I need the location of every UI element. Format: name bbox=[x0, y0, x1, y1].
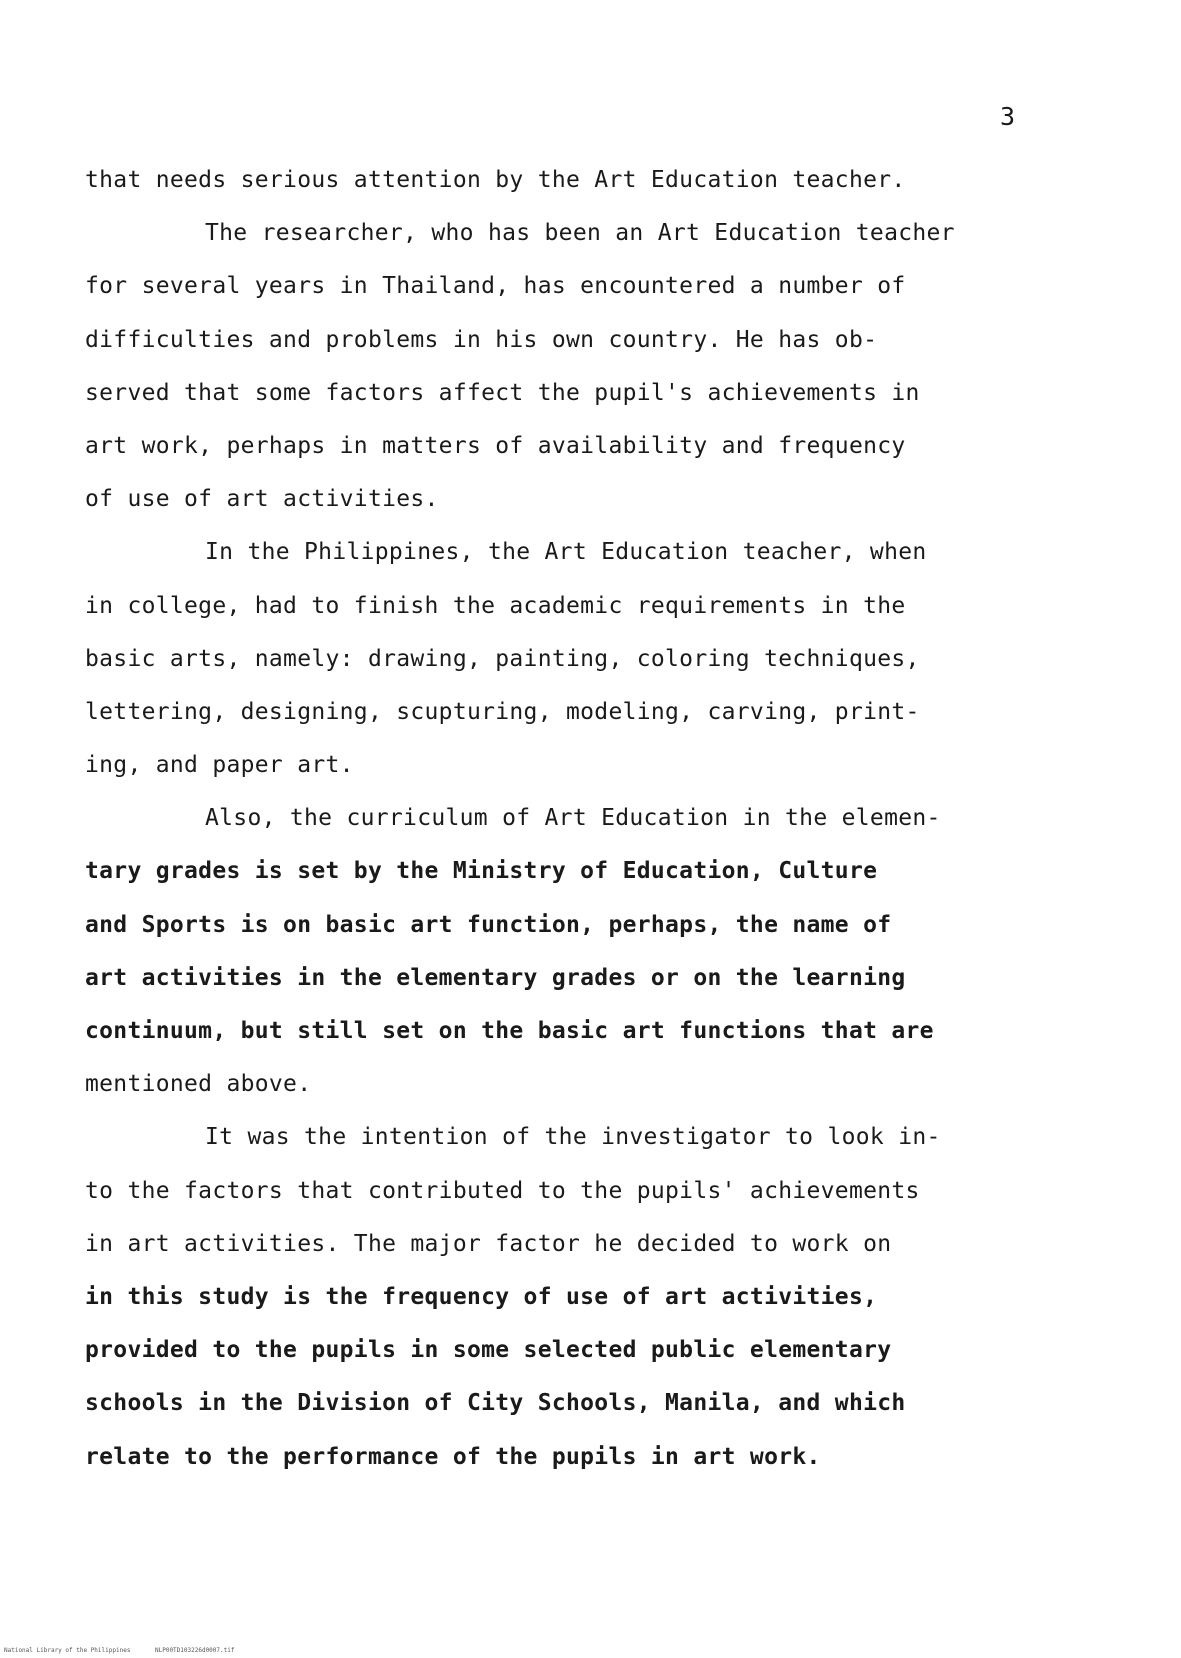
footer-library: National Library of the Philippines bbox=[4, 1647, 131, 1654]
text-line: mentioned above. bbox=[85, 1071, 312, 1098]
page-number: 3 bbox=[1000, 102, 1016, 131]
text-line: lettering, designing, scupturing, modeling, carving, print- bbox=[85, 698, 920, 725]
text-line: served that some factors affect the pupil's achievements in bbox=[85, 379, 920, 406]
text-line: art work, perhaps in matters of availability and frequency bbox=[85, 432, 906, 459]
text-line: in art activities. The major factor he decided to work on bbox=[85, 1230, 892, 1257]
text-line: relate to the performance of the pupils in art work. bbox=[85, 1443, 821, 1470]
text-line: of use of art activities. bbox=[85, 486, 439, 513]
text-line: ing, and paper art. bbox=[85, 752, 354, 779]
text-line: that needs serious attention by the Art Education teacher. bbox=[85, 167, 906, 193]
body-text bbox=[85, 154, 1125, 1484]
text-line: and Sports is on basic art function, perhaps, the name of bbox=[85, 911, 892, 938]
text-line: in college, had to finish the academic requirements in the bbox=[85, 592, 906, 619]
text-line: provided to the pupils in some selected public elementary bbox=[85, 1337, 892, 1364]
text-line: It was the intention of the investigator to look in- bbox=[205, 1124, 941, 1151]
text-line: continuum, but still set on the basic art functions that are bbox=[85, 1018, 934, 1044]
text-line: In the Philippines, the Art Education teacher, when bbox=[205, 539, 927, 566]
text-line: for several years in Thailand, has encountered a number of bbox=[85, 273, 906, 300]
text-line: difficulties and problems in his own country. He has ob- bbox=[85, 326, 878, 353]
text-line: The researcher, who has been an Art Education teacher bbox=[205, 220, 955, 247]
text-line: schools in the Division of City Schools, Manila, and which bbox=[85, 1390, 906, 1417]
text-line: basic arts, namely: drawing, painting, coloring techniques, bbox=[85, 645, 920, 672]
text-line: tary grades is set by the Ministry of Education, Culture bbox=[85, 858, 878, 885]
text-line: art activities in the elementary grades or on the learning bbox=[85, 964, 906, 991]
text-line: to the factors that contributed to the pupils' achievements bbox=[85, 1177, 920, 1204]
text-line: in this study is the frequency of use of art activities, bbox=[85, 1283, 878, 1310]
text-line: Also, the curriculum of Art Education in the elemen- bbox=[205, 805, 941, 832]
footer-code: NLP00TD103226d0007.tif bbox=[155, 1647, 235, 1654]
